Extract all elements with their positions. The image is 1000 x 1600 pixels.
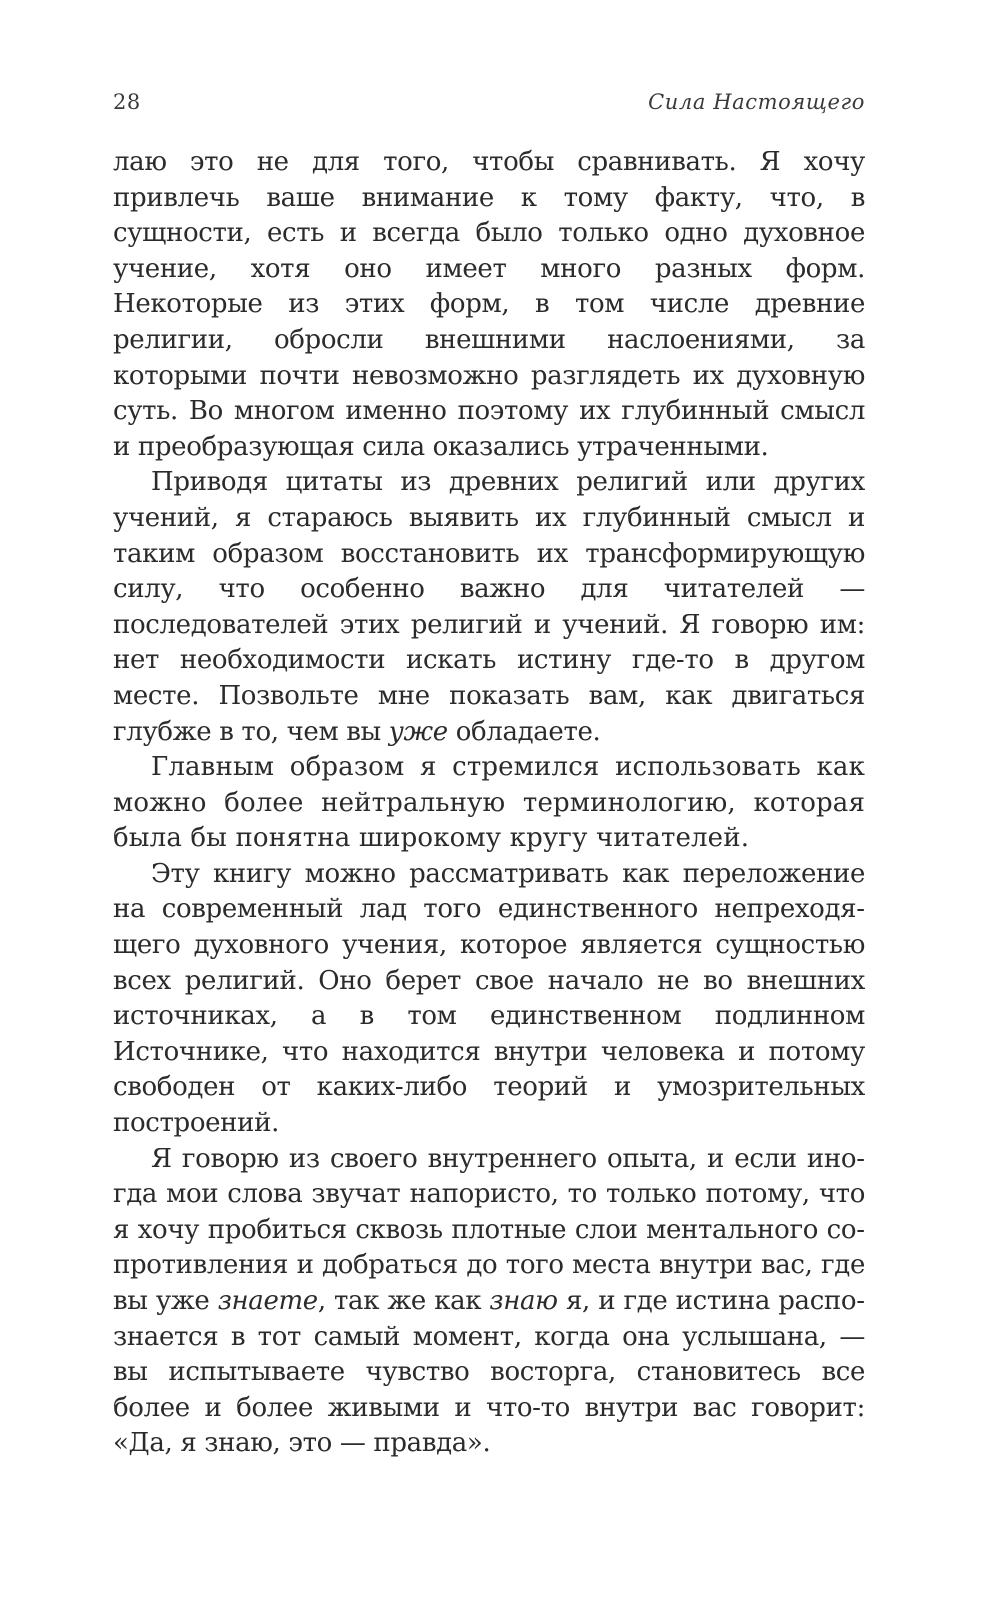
page-number: 28: [113, 90, 141, 114]
text-segment: обладаете.: [447, 716, 601, 747]
paragraph: [113, 145, 865, 465]
emphasis-text: знаю: [489, 1286, 558, 1316]
text-segment: , так же как: [317, 1286, 490, 1316]
paragraph: [113, 465, 865, 750]
text-segment: Я говорю из своего внутреннего опыта, и если иногда мои слова звучат напористо, то только потому, что я хочу пробиться сквозь плотные слои ментального сопротивления и добраться до того места внутри вас, где вы уже: [113, 1143, 865, 1316]
text-segment: я, и где истина распознается в тот самый момент, когда она услышана, — вы испытываете чувство восторга, становитесь все более и более живыми и что-то внутри вас говорит: «Да, я знаю, это — правда».: [113, 1286, 865, 1459]
running-header: [113, 90, 865, 120]
book-title: Сила Настоящего: [648, 90, 865, 114]
emphasis-text: уже: [388, 716, 448, 747]
text-segment: лаю это не для того, чтобы сравнивать. Я хочу привлечь ваше внимание к тому факту, что, в сущности, есть и всегда было только одно духовное учение, хотя оно имеет много разных форм. Некоторые из этих форм, в том числе древние религии, обросли внешними наслоениями, за которыми почти невозможно разглядеть их духовную суть. Во многом именно поэтому их глубинный смысл и преобразующая сила оказались утраченными.: [113, 147, 865, 462]
emphasis-text: знаете: [217, 1286, 318, 1316]
paragraph: [113, 1142, 865, 1462]
text-segment: Эту книгу можно рассматривать как переложение на современный лад того единственного непреходящего духовного учения, которое является сущностью всех религий. Оно берет свое начало не во внешних источниках, а в том единственном подлинном Источнике, что находится внутри человека и потому свободен от каких-либо теорий и умозрительных построений.: [113, 858, 865, 1139]
text-segment: Приводя цитаты из древних религий или других учений, я стараюсь выявить их глубинный смысл и таким образом восстановить их трансформирующую силу, что особенно важно для читателей — последователей этих религий и учений. Я говорю им: нет необходимости искать истину где-то в другом месте. Позвольте мне показать вам, как двигаться глубже в то, чем вы: [113, 467, 865, 747]
paragraph: [113, 750, 865, 857]
paragraph: [113, 857, 865, 1142]
text-segment: Главным образом я стремился использовать как можно более нейтральную терминологию, которая была бы понятна широкому кругу читателей.: [113, 752, 865, 854]
body-text: [113, 145, 865, 1462]
